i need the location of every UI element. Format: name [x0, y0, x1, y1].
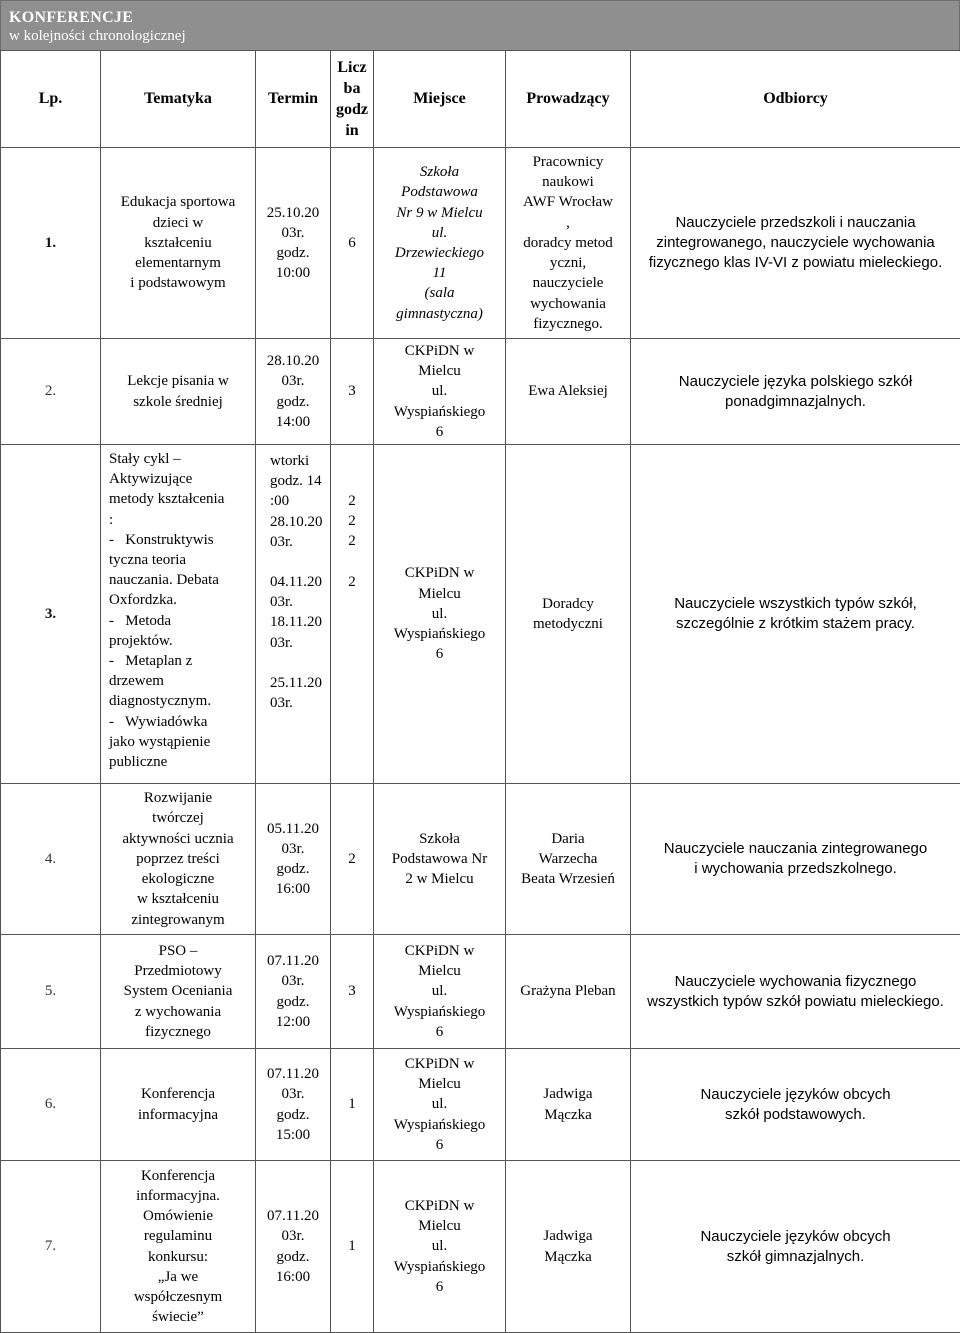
cell-line: 6: [376, 644, 503, 664]
cell-line: Jadwiga: [508, 1226, 628, 1246]
cell-line: tyczna teoria: [109, 550, 253, 570]
cell-line: AWF Wrocław: [508, 192, 628, 212]
cell-line: projektów.: [109, 631, 253, 651]
cell-leader: [506, 148, 631, 339]
cell-line: 3: [333, 981, 371, 1001]
cell-leader: [506, 1161, 631, 1333]
cell-line: Daria: [508, 829, 628, 849]
cell-line: 6: [376, 422, 503, 442]
table-row: [1, 1049, 960, 1161]
cell-line: szkół gimnazjalnych.: [637, 1247, 954, 1267]
cell-line: informacyjna.: [103, 1186, 253, 1206]
cell-line: 25.11.20: [270, 673, 328, 693]
cell-line: godz.: [258, 243, 328, 263]
cell-line: :00: [270, 491, 328, 511]
cell-line: godz.: [258, 1105, 328, 1125]
cell-leader: [506, 445, 631, 784]
table-row: [1, 148, 960, 339]
cell-line: ul.: [376, 223, 503, 243]
cell-topic: [101, 1161, 256, 1333]
cell-line: Nauczyciele wychowania fizycznego: [637, 972, 954, 992]
header-termin: Termin: [256, 51, 331, 148]
cell-line: Nauczyciele przedszkoli i nauczania: [637, 213, 954, 233]
cell-place: [374, 935, 506, 1049]
cell-line: Omówienie: [103, 1206, 253, 1226]
cell-line: fizycznego klas IV-VI z powiatu mieleckiego.: [637, 253, 954, 273]
cell-line: 3: [333, 381, 371, 401]
cell-line: metodyczni: [508, 614, 628, 634]
cell-date: [256, 935, 331, 1049]
cell-topic: [101, 148, 256, 339]
header-miejsce: Miejsce: [374, 51, 506, 148]
cell-topic: [101, 935, 256, 1049]
cell-line: 07.11.20: [258, 951, 328, 971]
cell-line: zintegrowanym: [103, 910, 253, 930]
cell-line: yczni,: [508, 253, 628, 273]
cell-line: 28.10.20: [258, 351, 328, 371]
cell-line: Drzewieckiego: [376, 243, 503, 263]
cell-line: Przedmiotowy: [103, 961, 253, 981]
cell-line: Mączka: [508, 1247, 628, 1267]
cell-line: Wyspiańskiego: [376, 1115, 503, 1135]
cell-date: [256, 1049, 331, 1161]
header-prowadzacy: Prowadzący: [506, 51, 631, 148]
cell-line: Jadwiga: [508, 1084, 628, 1104]
cell-line: CKPiDN w: [376, 341, 503, 361]
cell-line: szkole średniej: [103, 392, 253, 412]
cell-line: ul.: [376, 1236, 503, 1256]
cell-topic: [101, 339, 256, 445]
cell-line: 10:00: [258, 263, 328, 283]
cell-line: godz.: [258, 859, 328, 879]
cell-audience: [631, 1161, 960, 1333]
cell-line: ul.: [376, 381, 503, 401]
cell-line: Pracownicy: [508, 152, 628, 172]
cell-line: godz. 14: [270, 471, 328, 491]
cell-line: Wyspiańskiego: [376, 1002, 503, 1022]
cell-line: Aktywizujące: [109, 469, 253, 489]
cell-hours: [331, 784, 374, 935]
row-number: 1.: [1, 148, 101, 339]
header-liczba-line: godz: [333, 99, 371, 120]
cell-line: 03r.: [270, 592, 328, 612]
cell-line: 2: [333, 572, 371, 592]
cell-line: 04.11.20: [270, 572, 328, 592]
cell-line: ,: [508, 213, 628, 233]
cell-line: Beata Wrzesień: [508, 869, 628, 889]
cell-place: [374, 1049, 506, 1161]
cell-line: 16:00: [258, 1267, 328, 1287]
cell-line: Konferencja: [103, 1084, 253, 1104]
banner-title: KONFERENCJE: [9, 9, 133, 27]
cell-line: nauczyciele: [508, 273, 628, 293]
cell-place: [374, 1161, 506, 1333]
cell-leader: [506, 1049, 631, 1161]
header-liczba-line: ba: [333, 78, 371, 99]
cell-line: Ewa Aleksiej: [508, 381, 628, 401]
cell-place: [374, 445, 506, 784]
cell-line: godz.: [258, 392, 328, 412]
cell-line: Nauczyciele języków obcych: [637, 1227, 954, 1247]
cell-line: nauczania. Debata: [109, 570, 253, 590]
cell-line: [270, 653, 328, 673]
conference-table: [0, 50, 960, 1333]
cell-line: CKPiDN w: [376, 1196, 503, 1216]
cell-topic: [101, 1049, 256, 1161]
cell-hours: [331, 339, 374, 445]
cell-leader: [506, 935, 631, 1049]
cell-hours: [331, 935, 374, 1049]
cell-line: Mielcu: [376, 584, 503, 604]
cell-line: 12:00: [258, 1012, 328, 1032]
cell-line: ul.: [376, 1094, 503, 1114]
cell-date: [256, 445, 331, 784]
cell-line: Mielcu: [376, 1074, 503, 1094]
cell-line: współczesnym: [103, 1287, 253, 1307]
cell-line: Podstawowa: [376, 182, 503, 202]
cell-line: „Ja we: [103, 1267, 253, 1287]
cell-line: ul.: [376, 604, 503, 624]
cell-line: 03r.: [270, 532, 328, 552]
cell-line: 2: [333, 531, 371, 551]
cell-line: 1: [333, 1094, 371, 1114]
cell-line: wychowania: [508, 294, 628, 314]
cell-line: szkół podstawowych.: [637, 1105, 954, 1125]
cell-line: Rozwijanie: [103, 788, 253, 808]
cell-line: 6: [376, 1277, 503, 1297]
cell-line: godz.: [258, 1247, 328, 1267]
table-row: [1, 1161, 960, 1333]
cell-line: elementarnym: [103, 253, 253, 273]
cell-line: Wyspiańskiego: [376, 1257, 503, 1277]
cell-audience: [631, 148, 960, 339]
cell-line: 03r.: [258, 371, 328, 391]
cell-line: drzewem: [109, 671, 253, 691]
cell-line: 03r.: [258, 1226, 328, 1246]
cell-line: CKPiDN w: [376, 1054, 503, 1074]
cell-line: Nr 9 w Mielcu: [376, 203, 503, 223]
cell-line: Konferencja: [103, 1166, 253, 1186]
cell-line: Grażyna Pleban: [508, 981, 628, 1001]
cell-line: Mielcu: [376, 361, 503, 381]
cell-line: Nauczyciele języków obcych: [637, 1085, 954, 1105]
cell-line: ponadgimnazjalnych.: [637, 392, 954, 412]
cell-leader: [506, 784, 631, 935]
cell-line: 15:00: [258, 1125, 328, 1145]
cell-line: Stały cykl –: [109, 449, 253, 469]
header-odbiorcy: Odbiorcy: [631, 51, 960, 148]
cell-line: 14:00: [258, 412, 328, 432]
cell-line: 2 w Mielcu: [376, 869, 503, 889]
cell-line: Nauczyciele nauczania zintegrowanego: [637, 839, 954, 859]
cell-line: 03r.: [258, 1084, 328, 1104]
cell-hours: [331, 148, 374, 339]
cell-audience: [631, 935, 960, 1049]
cell-line: 28.10.20: [270, 512, 328, 532]
cell-line: 25.10.20: [258, 203, 328, 223]
cell-topic: [101, 784, 256, 935]
cell-line: - Konstruktywis: [109, 530, 253, 550]
cell-line: jako wystąpienie: [109, 732, 253, 752]
cell-line: 18.11.20: [270, 612, 328, 632]
cell-line: z wychowania: [103, 1002, 253, 1022]
cell-line: zintegrowanego, nauczyciele wychowania: [637, 233, 954, 253]
cell-line: :: [109, 510, 253, 530]
cell-line: - Metaplan z: [109, 651, 253, 671]
cell-line: dzieci w: [103, 213, 253, 233]
row-number: 6.: [1, 1049, 101, 1161]
cell-line: Doradcy: [508, 594, 628, 614]
cell-line: metody kształcenia: [109, 489, 253, 509]
cell-line: fizycznego.: [508, 314, 628, 334]
header-liczba-line: in: [333, 120, 371, 141]
cell-hours: [331, 445, 374, 784]
cell-audience: [631, 339, 960, 445]
cell-line: wszystkich typów szkół powiatu mieleckiego.: [637, 992, 954, 1012]
cell-hours: [331, 1049, 374, 1161]
cell-line: 6: [376, 1135, 503, 1155]
cell-line: szczególnie z krótkim stażem pracy.: [637, 614, 954, 634]
cell-line: Nauczyciele języka polskiego szkół: [637, 372, 954, 392]
row-number: 7.: [1, 1161, 101, 1333]
cell-line: ekologiczne: [103, 869, 253, 889]
cell-line: [333, 552, 371, 572]
cell-line: 2: [333, 849, 371, 869]
cell-date: [256, 339, 331, 445]
cell-line: twórczej: [103, 808, 253, 828]
cell-line: godz.: [258, 992, 328, 1012]
cell-line: 11: [376, 263, 503, 283]
cell-audience: [631, 784, 960, 935]
cell-line: PSO –: [103, 941, 253, 961]
cell-line: 07.11.20: [258, 1064, 328, 1084]
table-row: [1, 445, 960, 784]
cell-line: regulaminu: [103, 1226, 253, 1246]
cell-date: [256, 1161, 331, 1333]
table-header-row: [1, 51, 960, 148]
table-row: [1, 339, 960, 445]
cell-line: poprzez treści: [103, 849, 253, 869]
cell-date: [256, 784, 331, 935]
cell-line: - Wywiadówka: [109, 712, 253, 732]
cell-line: Szkoła: [376, 829, 503, 849]
cell-line: 05.11.20: [258, 819, 328, 839]
cell-line: Wyspiańskiego: [376, 624, 503, 644]
cell-line: 03r.: [258, 223, 328, 243]
header-tematyka: Tematyka: [101, 51, 256, 148]
cell-hours: [331, 1161, 374, 1333]
cell-place: [374, 784, 506, 935]
cell-line: 03r.: [258, 971, 328, 991]
cell-line: Oxfordzka.: [109, 590, 253, 610]
cell-line: CKPiDN w: [376, 941, 503, 961]
cell-line: w kształceniu: [103, 889, 253, 909]
header-liczba-godzin: [331, 51, 374, 148]
cell-line: konkursu:: [103, 1247, 253, 1267]
cell-line: naukowi: [508, 172, 628, 192]
cell-line: ul.: [376, 981, 503, 1001]
header-liczba-line: Licz: [333, 57, 371, 78]
banner-subtitle: w kolejności chronologicznej: [9, 28, 186, 45]
cell-line: fizycznego: [103, 1022, 253, 1042]
cell-line: Mączka: [508, 1105, 628, 1125]
row-number: 3.: [1, 445, 101, 784]
row-number: 5.: [1, 935, 101, 1049]
cell-line: (sala: [376, 283, 503, 303]
cell-line: diagnostycznym.: [109, 691, 253, 711]
cell-line: informacyjna: [103, 1105, 253, 1125]
cell-line: System Oceniania: [103, 981, 253, 1001]
cell-line: i podstawowym: [103, 273, 253, 293]
table-row: [1, 784, 960, 935]
cell-line: Warzecha: [508, 849, 628, 869]
cell-line: doradcy metod: [508, 233, 628, 253]
cell-date: [256, 148, 331, 339]
cell-line: Wyspiańskiego: [376, 402, 503, 422]
cell-line: Mielcu: [376, 1216, 503, 1236]
cell-line: Szkoła: [376, 162, 503, 182]
cell-line: 2: [333, 491, 371, 511]
cell-line: Nauczyciele wszystkich typów szkół,: [637, 594, 954, 614]
cell-line: 2: [333, 511, 371, 531]
cell-line: 6: [333, 233, 371, 253]
cell-line: Mielcu: [376, 961, 503, 981]
row-number: 4.: [1, 784, 101, 935]
cell-line: 07.11.20: [258, 1206, 328, 1226]
cell-leader: [506, 339, 631, 445]
header-lp: Lp.: [1, 51, 101, 148]
cell-line: - Metoda: [109, 611, 253, 631]
cell-line: Lekcje pisania w: [103, 371, 253, 391]
cell-line: wtorki: [270, 451, 328, 471]
cell-line: CKPiDN w: [376, 563, 503, 583]
cell-topic: [101, 445, 256, 784]
cell-line: 6: [376, 1022, 503, 1042]
cell-line: Edukacja sportowa: [103, 192, 253, 212]
cell-line: 03r.: [258, 839, 328, 859]
cell-line: 1: [333, 1236, 371, 1256]
cell-line: świecie”: [103, 1307, 253, 1327]
page-banner: [0, 0, 960, 51]
cell-line: 16:00: [258, 879, 328, 899]
cell-line: publiczne: [109, 752, 253, 772]
cell-place: [374, 339, 506, 445]
cell-line: 03r.: [270, 693, 328, 713]
cell-audience: [631, 445, 960, 784]
cell-place: [374, 148, 506, 339]
cell-line: gimnastyczna): [376, 304, 503, 324]
cell-line: [270, 552, 328, 572]
cell-line: kształceniu: [103, 233, 253, 253]
row-number: 2.: [1, 339, 101, 445]
cell-line: Podstawowa Nr: [376, 849, 503, 869]
cell-line: i wychowania przedszkolnego.: [637, 859, 954, 879]
cell-audience: [631, 1049, 960, 1161]
cell-line: aktywności ucznia: [103, 829, 253, 849]
cell-line: 03r.: [270, 633, 328, 653]
table-row: [1, 935, 960, 1049]
